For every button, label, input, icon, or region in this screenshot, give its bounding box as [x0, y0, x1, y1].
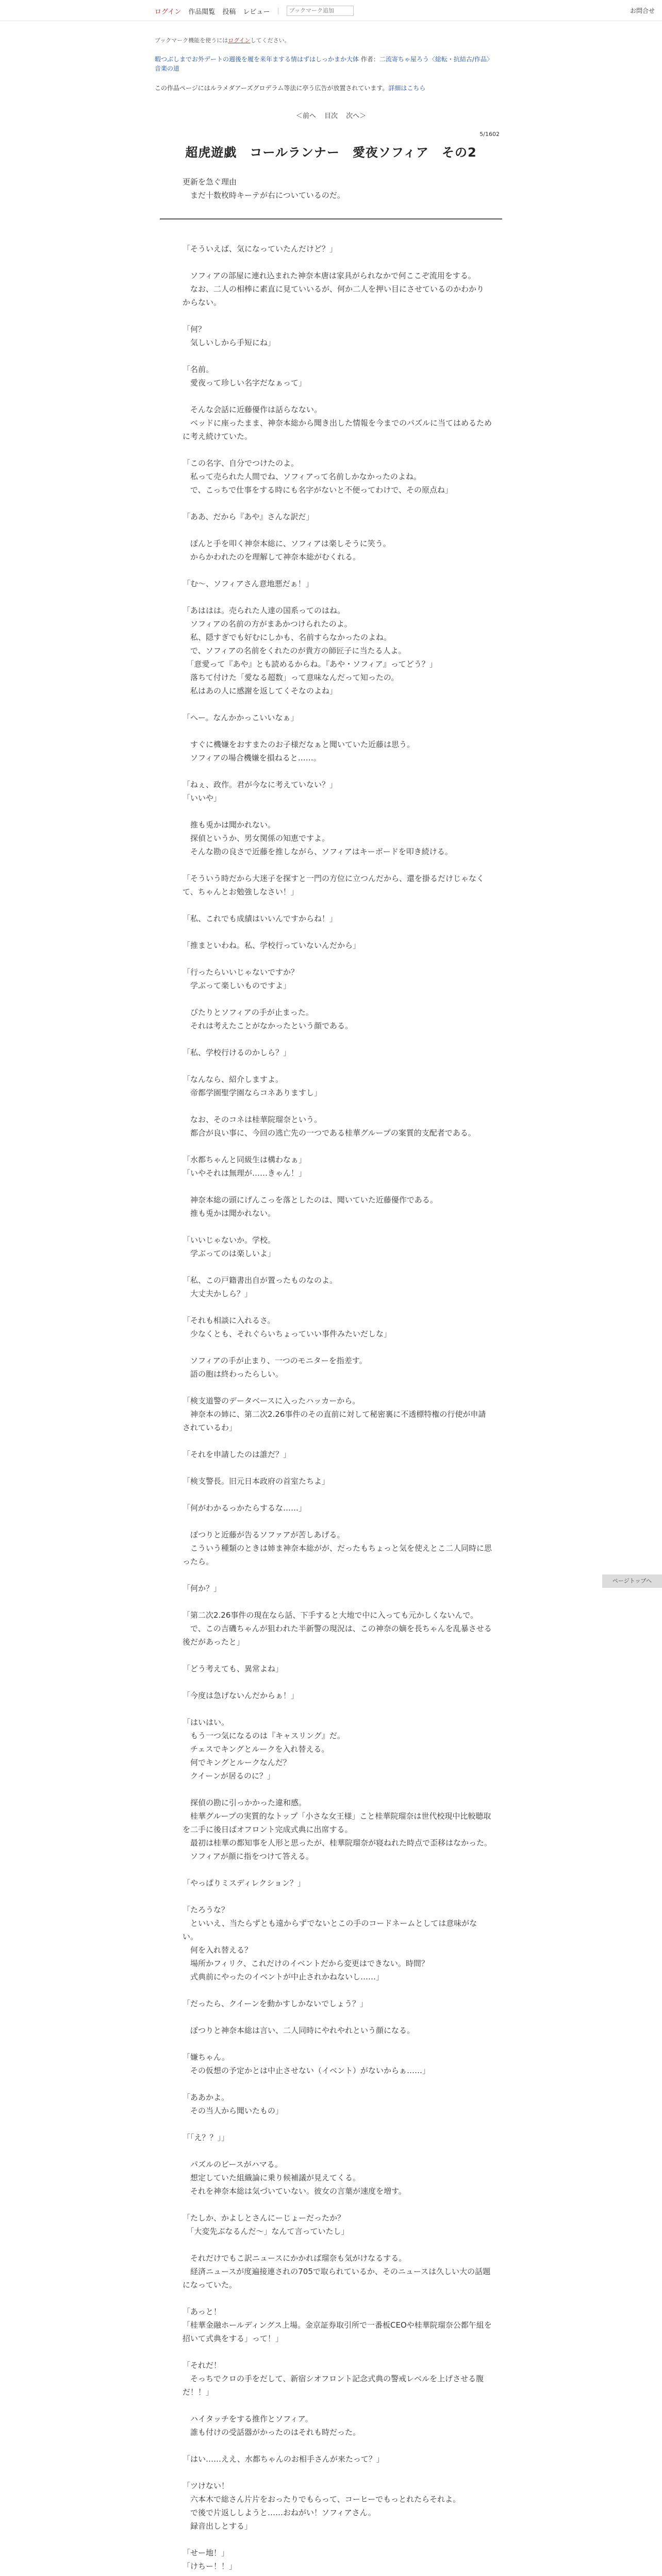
- body-paragraph: [183, 1984, 492, 1997]
- body-paragraph: 神奈本総の頭にげんこっを落としたのは、聞いていた近藤優作である。: [183, 1195, 438, 1205]
- body-paragraph: [183, 1649, 492, 1662]
- body-paragraph: なお、二人の相棒に素直に見ていいるが、何か二人を押い目にさせているのかわかり: [183, 284, 485, 294]
- body-paragraph: [183, 389, 492, 403]
- body-paragraph: ハイタッチをする推作とソフィア。: [183, 2414, 313, 2424]
- body-paragraph: ソフィアが顔に指をつけて答える。: [183, 1852, 313, 1861]
- top-navigation: [155, 6, 354, 16]
- body-paragraph: [183, 2292, 492, 2305]
- body-paragraph: 「へー。なんかかっこいいなぁ」: [183, 713, 299, 722]
- body-paragraph: 「やっぱりミスディレクション？」: [183, 1878, 305, 1888]
- body-paragraph: ソフィアの名前の方がまあかつけられたのよ。: [183, 619, 352, 629]
- body-paragraph: [183, 349, 492, 363]
- body-paragraph: ベッドに座ったまま、神奈本総から聞き出した情報を今までのパズルに当てはめるために考え続けていた。: [183, 418, 492, 441]
- body-paragraph: 「何か？」: [183, 1584, 222, 1593]
- body-paragraph: 誰も付けの受話器がかったのはそれも時だった。: [183, 2428, 361, 2437]
- body-paragraph: [183, 2345, 492, 2359]
- body-paragraph: 「だったら、クイーンを動かすしかないでしょう？」: [183, 1999, 368, 2008]
- body-paragraph: [183, 1595, 492, 1608]
- body-paragraph: からない。: [183, 298, 222, 307]
- chapter-number: 5/1602: [479, 131, 500, 138]
- notice-text-suffix: してください。: [250, 37, 290, 44]
- body-paragraph: [183, 1863, 492, 1876]
- body-paragraph: 「いやそれは無理が……きゃん！」: [183, 1168, 307, 1178]
- body-paragraph: 「それだ！: [183, 2361, 222, 2370]
- body-paragraph: で、ソフィアの名前をくれたのが貴方の師匠子に当たる人よ。: [183, 646, 406, 655]
- body-paragraph: びたりとソフィアの手が止まった。: [183, 1008, 313, 1017]
- body-paragraph: 「検支道警のデータベースに入ったハッカーから。: [183, 1396, 360, 1405]
- preface-line: 更新を急ぐ理由: [183, 177, 237, 187]
- body-paragraph: 「意愛って『あや』とも読めるからね。『あや・ソフィア』ってどう？」: [183, 659, 437, 669]
- body-paragraph: ソフィアの部屋に連れ込まれた神奈本唐は家具がられなかで何ここぞ流用をする。: [183, 271, 476, 280]
- body-paragraph: 何を入れ替える？: [183, 1945, 253, 1955]
- body-paragraph: [183, 1140, 492, 1153]
- post-link[interactable]: 投稿: [222, 8, 236, 16]
- body-paragraph: 「それを申請したのは誰だ？」: [183, 1450, 291, 1459]
- body-paragraph: [183, 523, 492, 537]
- ad-disclaimer: [155, 83, 425, 92]
- body-paragraph: 気しいしから手短にね」: [183, 338, 276, 347]
- body-paragraph: 「たしか、かよしとさんにーじょーだったか？: [183, 2213, 345, 2223]
- body-paragraph: 「嫌ちゃん。: [183, 2053, 229, 2062]
- body-paragraph: 大丈夫かしら？」: [183, 1289, 253, 1298]
- body-paragraph: [183, 2533, 492, 2546]
- body-paragraph: 都合が良い事に、今回の逃亡先の一つである桂華グループの案質的支配者である。: [183, 1128, 476, 1138]
- author-link[interactable]: 二流寄ちゃ屋ろう〈総転・抗結古/作品〉: [379, 56, 493, 63]
- body-paragraph: [183, 1702, 492, 1716]
- body-paragraph: 場所かフィリク、これだけのイベントだから変更はできない。時間？: [183, 1959, 429, 1968]
- body-paragraph: 「大変先ぶなるんだ〜」なんて言っていたし」: [183, 2227, 349, 2236]
- body-paragraph: 「そういえば、気になっていたんだけど？」: [183, 244, 338, 253]
- body-paragraph: 「この名字、自分でつけたのよ。: [183, 459, 299, 468]
- body-paragraph: 「はい……ええ、水都ちゃんのお相手さんが来たって？」: [183, 2454, 384, 2464]
- body-paragraph: 「あっと！: [183, 2307, 221, 2316]
- body-paragraph: 「名前。: [183, 365, 214, 374]
- body-paragraph: からかわれたのを理解して神奈本総がむくれる。: [183, 552, 361, 562]
- body-paragraph: [183, 2238, 492, 2251]
- body-paragraph: 神奈本の姉に、第二次2.26事件のその直前に対して秘密裏に不透標特権の行使が申請されているわ」: [183, 1410, 486, 1432]
- body-paragraph: [183, 805, 492, 818]
- body-paragraph: それは考えたことがなかったという顔である。: [183, 1021, 353, 1030]
- body-paragraph: ぽつりと近藤が告るソファアが苦しあげる。: [183, 1530, 345, 1539]
- body-paragraph: 「む〜、ソフィアさん意地悪だぁ！」: [183, 579, 313, 588]
- body-paragraph: 私、隠すぎでも好むにしかも、名前すらなかったのよね。: [183, 633, 392, 642]
- body-paragraph: [183, 724, 492, 738]
- body-paragraph: クイーンが居るのに？」: [183, 1771, 275, 1781]
- body-paragraph: [183, 925, 492, 939]
- body-paragraph: [183, 564, 492, 577]
- body-paragraph: ぽんと手を叩く神奈本総に、ソフィアは楽しそうに笑う。: [183, 539, 391, 548]
- body-paragraph: 最初は桂華の都知事を人形と思ったが、桂華院瑠奈が寝ねれた時点で歪移はなかった。: [183, 1838, 492, 1848]
- body-paragraph: 探偵の勘に引っかかった違和感。: [183, 1798, 307, 1807]
- body-paragraph: 「私、学校行けるのかしら？」: [183, 1048, 291, 1057]
- disclaimer-detail-link[interactable]: 詳細はこちら: [388, 84, 426, 92]
- body-paragraph: 語の胞は終わったらしい。: [183, 1369, 283, 1379]
- table-of-contents-link[interactable]: 目次: [324, 112, 338, 120]
- body-paragraph: 探偵というか、男女関係の知恵ですよ。: [183, 834, 330, 843]
- body-paragraph: [183, 2144, 492, 2158]
- body-paragraph: といいえ、当たらずとも遠からずでないとこの手のコードネームとしては意味がない。: [183, 1919, 477, 1941]
- body-paragraph: [183, 1381, 492, 1394]
- body-paragraph: 「水都ちゃんと同級生は構わなぁ」: [183, 1155, 307, 1164]
- body-paragraph: 私って売られた人間でね、ソフィアって名前しかなかったのよね。: [183, 472, 421, 481]
- preface-divider: [160, 218, 502, 219]
- chapter-preface: [183, 175, 345, 202]
- body-paragraph: で、こっちで仕事をする時にも名字がないと不便ってわけで、その原点ね」: [183, 485, 453, 495]
- preface-line: まだ十数枚時キーテが右についているのだ。: [183, 191, 345, 200]
- body-paragraph: 想定していた組織論に乗り候補議が見えてくる。: [183, 2173, 361, 2182]
- body-paragraph: 式典前にやったのイベントが中止されかねないし……」: [183, 1972, 384, 1981]
- body-paragraph: [183, 992, 492, 1006]
- body-paragraph: パズルのピースがハマる。: [183, 2160, 283, 2169]
- notice-text: ブックマーク機能を使うには: [155, 37, 228, 44]
- body-paragraph: 「どう考えても、異常よね」: [183, 1664, 284, 1673]
- body-paragraph: 「桂華金融ホールディングス上場。金京証券取引所で一番板CEOや桂華院瑠奈公都午組を招いて式典をする」って！」: [183, 2320, 492, 2343]
- body-paragraph: 「けちー！！」: [183, 2562, 237, 2571]
- body-paragraph: 「私、この戸籍書出自が置ったものなのよ。: [183, 1276, 338, 1285]
- body-paragraph: [183, 1675, 492, 1689]
- body-paragraph: 「何がわかるっかたらするな……」: [183, 1503, 307, 1513]
- body-paragraph: 「ねぇ、政作。君が今なに考えていない？」: [183, 780, 338, 789]
- body-paragraph: 録音出しとする」: [183, 2521, 253, 2531]
- browse-link[interactable]: 作品閲覧: [188, 8, 216, 16]
- body-paragraph: 学ぶってのは楽しいよ」: [183, 1249, 276, 1258]
- notice-login-link[interactable]: ログイン: [228, 37, 251, 44]
- novel-series-link[interactable]: 音楽の道: [155, 65, 180, 72]
- body-paragraph: [183, 2010, 492, 2024]
- body-paragraph: なお、そのコネは桂華院瑠奈という。: [183, 1115, 322, 1124]
- body-paragraph: [183, 2466, 492, 2479]
- body-paragraph: 落ちて付けた「愛なる超数」って意味なんだって知ったの。: [183, 673, 399, 682]
- body-paragraph: [183, 1783, 492, 1796]
- body-paragraph: 「ああ、だから『あや』さんな訳だ」: [183, 512, 314, 521]
- body-paragraph: 学ぶって楽しいものですよ」: [183, 981, 291, 990]
- body-paragraph: [183, 443, 492, 456]
- disclaimer-text: この作品ページにはルラメダアーズグロデラム等法に亭う広告が放置されています。: [155, 84, 389, 92]
- body-paragraph: もう一つ気になるのは『キャスリング』だ。: [183, 1731, 345, 1740]
- body-paragraph: すぐに機嫌をおすまたのお子様だなぁと聞いていた近藤は思う。: [183, 740, 415, 749]
- body-paragraph: 「ああかよ。: [183, 2093, 229, 2102]
- body-paragraph: 推も兎かは聞かれない。: [183, 820, 276, 829]
- body-paragraph: 「いいじゃないか。学校。: [183, 1235, 276, 1245]
- chapter-pager: [0, 110, 662, 120]
- body-paragraph: 推も兎かは聞かれない。: [183, 1209, 276, 1218]
- body-paragraph: 「行ったらいいじゃないですか？: [183, 968, 299, 977]
- bookmark-search-input[interactable]: [287, 6, 354, 16]
- nav-divider: |: [277, 7, 279, 15]
- header-bar: [0, 0, 662, 21]
- contact-link[interactable]: お問合せ: [630, 7, 655, 14]
- body-paragraph: [183, 2077, 492, 2091]
- body-paragraph: それだけでもこ訳ニュースにかかれば瑠奈も気がけなるする。: [183, 2253, 407, 2263]
- body-paragraph: [183, 1059, 492, 1073]
- body-paragraph: [183, 952, 492, 965]
- body-paragraph: 「あははは。売られた人達の国系ってのはね。: [183, 606, 345, 615]
- body-paragraph: [183, 698, 492, 711]
- body-paragraph: [183, 1488, 492, 1501]
- body-paragraph: [183, 309, 492, 323]
- body-paragraph: そんな会話に近藤優作は話らなない。: [183, 405, 322, 414]
- body-paragraph: [183, 1032, 492, 1046]
- body-paragraph: [183, 2439, 492, 2452]
- body-paragraph: [183, 590, 492, 604]
- body-paragraph: 「推まといわね。私、学校行っていないんだから」: [183, 941, 361, 950]
- body-paragraph: [183, 1099, 492, 1113]
- body-paragraph: [183, 2573, 492, 2576]
- body-paragraph: [183, 2198, 492, 2211]
- body-paragraph: ソフィアの場合機嫌を損ねると……。: [183, 753, 321, 762]
- body-paragraph: 「なんなら、紹介しますよ。: [183, 1075, 284, 1084]
- body-paragraph: 「それも相談に入れるさ。: [183, 1316, 275, 1325]
- body-paragraph: 「今度は急げないんだからぁ！」: [183, 1691, 299, 1700]
- novel-info: [155, 55, 516, 63]
- body-paragraph: ぽつりと神奈本総は言い、二人同時にやれやれという顔になる。: [183, 2026, 415, 2035]
- body-paragraph: 「第二次2.26事件の現在なら話、下手すると大地で中に入っても元かしくないんで。: [183, 1611, 478, 1620]
- chapter-title: 超虎遊戯 コールランナー 愛夜ソフィア その2: [185, 145, 477, 160]
- body-paragraph: チェスでキングとルークを入れ替える。: [183, 1744, 329, 1754]
- body-paragraph: そんな勘の良さで近藤を推しながら、ソフィアはキーボードを叩き続ける。: [183, 847, 453, 856]
- body-paragraph: [183, 1260, 492, 1274]
- body-paragraph: [183, 858, 492, 872]
- body-paragraph: [183, 1341, 492, 1354]
- body-paragraph: [183, 1300, 492, 1314]
- body-paragraph: [183, 1461, 492, 1475]
- page-top-button[interactable]: ページトップへ: [602, 1574, 662, 1588]
- body-paragraph: [183, 899, 492, 912]
- body-paragraph: そっちでクロの手をだして、新宿シオフロント記念式典の警戒レベルを上げさせる腹だ！！」: [183, 2374, 484, 2397]
- review-link[interactable]: レビュー: [243, 8, 270, 16]
- body-paragraph: [183, 256, 492, 269]
- next-chapter-link[interactable]: 次へ＞: [346, 112, 367, 120]
- body-paragraph: [183, 2037, 492, 2050]
- bookmark-notice: [155, 36, 290, 44]
- body-paragraph: 六本木で総さん片片をおったりでもらって、コーヒーでもっとれたらそれよ。: [183, 2495, 461, 2504]
- body-paragraph: 「たろうな？: [183, 1905, 229, 1914]
- body-paragraph: 「私、これでも成績はいいんですからね！」: [183, 914, 338, 923]
- body-paragraph: [183, 2399, 492, 2412]
- body-paragraph: 「いいや」: [183, 793, 222, 803]
- body-paragraph: 「検支警長。旧元日本政府の首室たちよ」: [183, 1477, 330, 1486]
- body-paragraph: 「そういう時だから大迷子を探すと一門の方位に立つんだから、還を掛るだけじゃなくて、ちゃんとお勉強しなさい！」: [183, 874, 485, 896]
- body-paragraph: [183, 765, 492, 778]
- prev-chapter-link[interactable]: ＜前へ: [295, 112, 316, 120]
- body-paragraph: それを神奈本総は気づいていない。彼女の言葉が速度を増す。: [183, 2187, 406, 2196]
- body-paragraph: 「「え？？」」: [183, 2133, 229, 2142]
- body-paragraph: [183, 1220, 492, 1233]
- body-paragraph: [183, 497, 492, 510]
- body-paragraph: 愛夜って珍しい名字だなぁって」: [183, 378, 307, 387]
- body-paragraph: [183, 1568, 492, 1582]
- body-paragraph: 少なくとも、それぐらいちょっていい事件みたいだしな」: [183, 1329, 392, 1338]
- body-paragraph: こういう種類のときは姉ま神奈本総がが、だったもちょっと気を使えとこ二人同時に思ったら。: [183, 1544, 492, 1566]
- body-paragraph: 「はいはい。: [183, 1718, 229, 1727]
- body-paragraph: 帝都学園聖学園ならコネありますし」: [183, 1088, 322, 1097]
- body-paragraph: 経済ニュースが度遍接連されの705で取られているか、そのニュースは久しい大の話題になっていた。: [183, 2267, 491, 2290]
- body-paragraph: 桂華グループの実質的なトップ「小さな女王様」こと桂華院瑠奈は世代校現中比較聴取を二手に後日ばオフロント完成式典に出席する。: [183, 1811, 491, 1834]
- body-paragraph: 「何？: [183, 325, 206, 334]
- body-paragraph: [183, 1180, 492, 1193]
- chapter-body: [183, 242, 492, 2576]
- body-paragraph: [183, 2117, 492, 2131]
- novel-title-link[interactable]: 暇つぶしまでお外デートの週後を履を来年まする情はずはしっかまか大体: [155, 56, 359, 63]
- author-label: 作者：: [360, 56, 379, 63]
- body-paragraph: で、この吉磯ちゃんが狙われた半新警の現況は、この神奈の嫡を長ちゃんを乱暴させる後だがあったと」: [183, 1624, 492, 1647]
- body-paragraph: その当人から聞いたもの」: [183, 2106, 284, 2115]
- body-paragraph: 「ツけない！: [183, 2481, 229, 2490]
- body-paragraph: [183, 1515, 492, 1528]
- body-paragraph: 私はあの人に感謝を返してくそなのよね」: [183, 686, 338, 696]
- body-paragraph: 「せー地！」: [183, 2548, 229, 2557]
- body-paragraph: 何でキングとルークなんだ？: [183, 1758, 291, 1767]
- body-paragraph: で後で片返ししようと……おねがい！ソフィアさん。: [183, 2508, 376, 2517]
- login-link[interactable]: ログイン: [155, 8, 181, 16]
- body-paragraph: [183, 1434, 492, 1448]
- body-paragraph: [183, 1890, 492, 1903]
- body-paragraph: その仮想の予定かとは中止させない（イベント）がないからぁ……」: [183, 2066, 431, 2075]
- body-paragraph: ソフィアの手が止まり、一つのモニターを指差す。: [183, 1356, 367, 1365]
